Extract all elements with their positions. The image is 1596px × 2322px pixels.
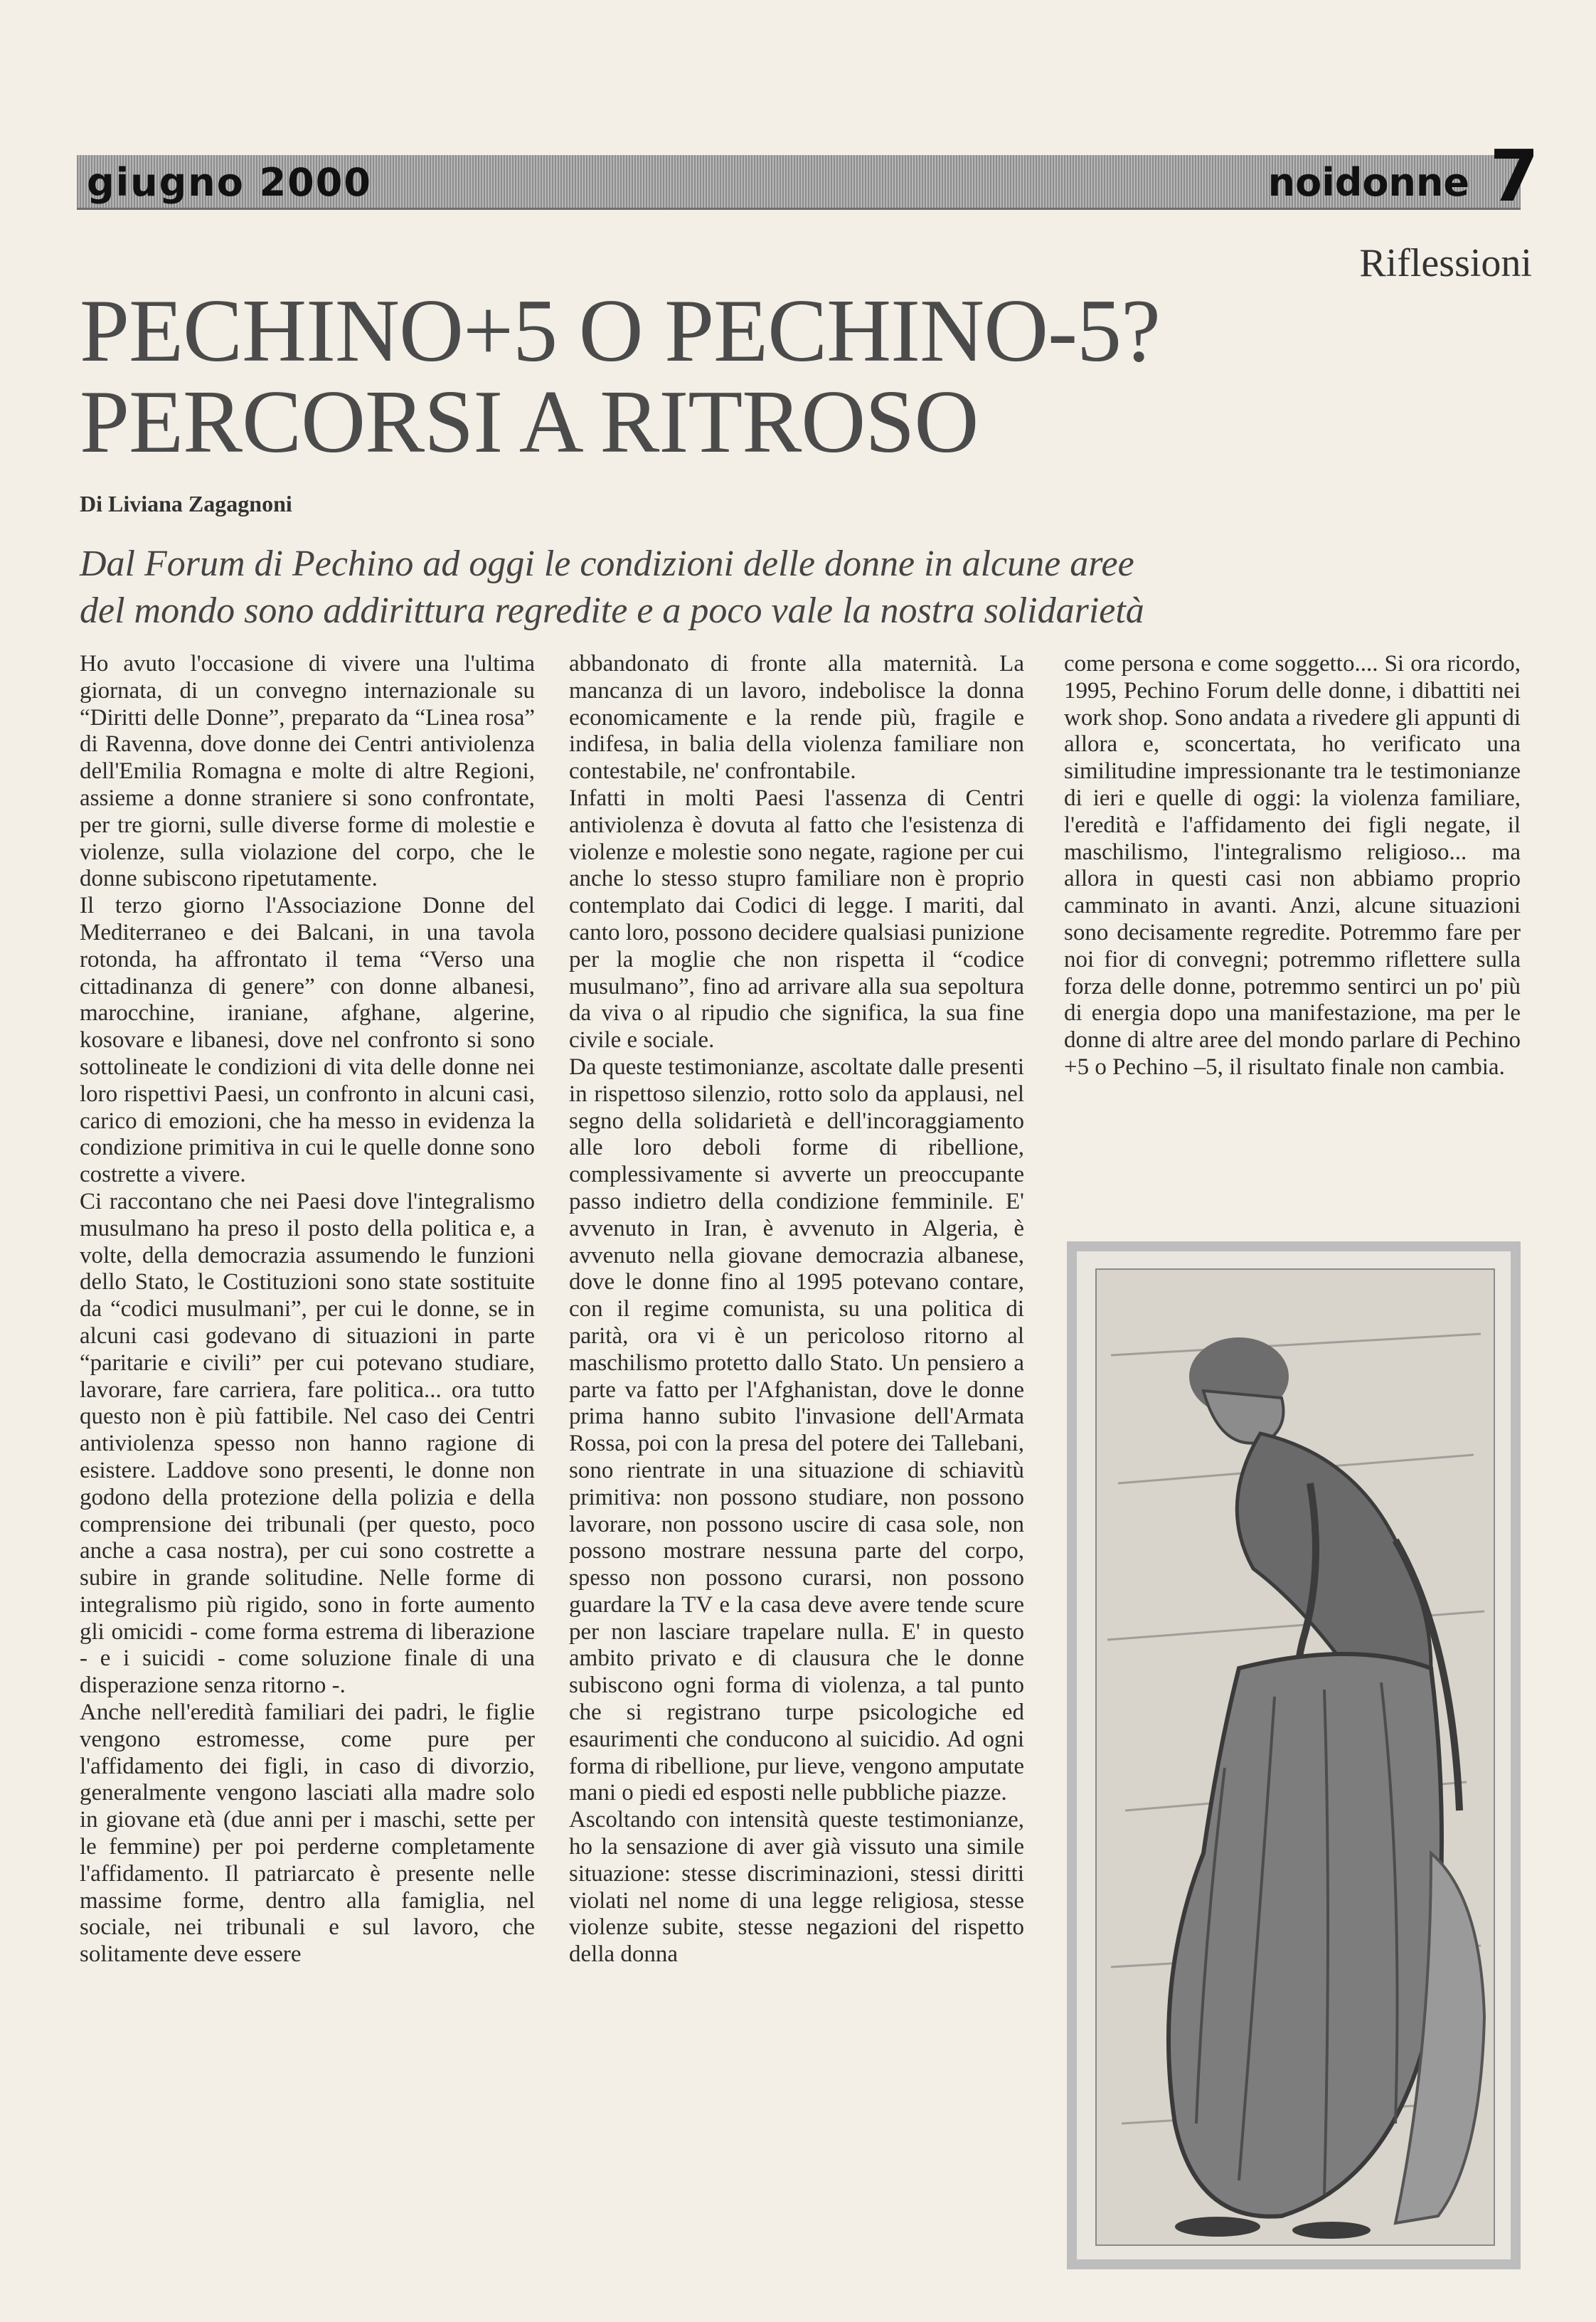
paragraph: Ho avuto l'occasione di vivere una l'ultima giornata, di un convegno internazionale su “Diritti delle Donne”, preparato da “Linea rosa” di Ravenna, dove donne dei Centri antiviolenza dell'Emilia Romagna e molte di altre Regioni, assieme a donne straniere si sono confrontate, per tre giorni, sulle diverse forme di molestie e violenze, sulla violazione del corpo, che le donne subiscono ripetutamente.: [80, 651, 535, 892]
headline-line-1: PECHINO+5 O PECHINO-5?: [80, 282, 1160, 381]
paragraph: Infatti in molti Paesi l'assenza di Centri antiviolenza è dovuta al fatto che l'esistenza di violenze e molestie sono negate, ragione per cui anche lo stesso stupro familiare non è proprio contemplato dai Codici di legge. I mariti, dal canto loro, possono decidere qualsiasi punizione per la moglie che non rispetta il “codice musulmano”, fino ad arrivare alla sua sepoltura da viva o al ripudio che significa, la sua fine civile e sociale.: [569, 785, 1024, 1054]
section-label: Riflessioni: [1359, 241, 1532, 285]
paragraph: Anche nell'eredità familiari dei padri, le figlie vengono estromesse, come pure per l'affidamento dei figli, in caso di divorzio, generalmente vengono lasciati alla madre solo in giovane età (due anni per i maschi, sette per le femmine) per poi perderne completamente l'affidamento. Il patriarcato è presente nelle massime forme, dentro alla famiglia, nel sociale, nei tribunali e sul lavoro, che solitamente deve essere: [80, 1700, 535, 1968]
subtitle-line-2: del mondo sono addirittura regredite e a poco vale la nostra solidarietà: [80, 590, 1144, 631]
byline: Di Liviana Zagagnoni: [80, 491, 292, 516]
magazine-name: noidonne: [1267, 160, 1469, 205]
article-column-1: [80, 651, 535, 1968]
article-column-2: [569, 651, 1024, 1968]
paragraph: Il terzo giorno l'Associazione Donne del Mediterraneo e dei Balcani, in una tavola rotonda, ha affrontato il tema “Verso una cittadinanza di genere” con donne albanesi, marocchine, iraniane, afghane, algerine, kosovare e libanesi, dove nel confronto si sono sottolineate le condizioni di vita delle donne nei loro rispettivi Paesi, un confronto in alcuni casi, carico di emozioni, che ha messo in evidenza la condizione primitiva in cui le quelle donne sono costrette a vivere.: [80, 893, 535, 1188]
paragraph: abbandonato di fronte alla maternità. La mancanza di un lavoro, indebolisce la donna economicamente e la rende più, fragile e indifesa, in balia della violenza familiare non contestabile, ne' confrontabile.: [569, 651, 1024, 785]
subtitle: [80, 541, 1538, 635]
article-column-3: [1064, 651, 1521, 1081]
illustration-frame: [1067, 1241, 1521, 2269]
issue-date: giugno 2000: [87, 160, 372, 205]
woman-bending-sketch-icon: [1095, 1268, 1495, 2246]
headline-line-2: PERCORSI A RITROSO: [80, 373, 979, 472]
headline: [80, 282, 1431, 472]
paragraph: Ci raccontano che nei Paesi dove l'integralismo musulmano ha preso il posto della politica e, a volte, della democrazia assumendo le funzioni dello Stato, le Costituzioni sono state sostituite da “codici musulmani”, per cui le donne, se in alcuni casi godevano di situazioni in parte “paritarie e civili” per cui potevano studiare, lavorare, fare carriera, fare politica... ora tutto questo non è più fattibile. Nel caso dei Centri antiviolenza spesso non hanno ragione di esistere. Laddove sono presenti, le donne non godono della protezione della polizia e della comprensione dei tribunali (per questo, poco anche a casa nostra), per cui sono costrette a subire in grande solitudine. Nelle forme di integralismo più rigido, sono in forte aumento gli omicidi - come forma estrema di liberazione - e i suicidi - come soluzione finale di una disperazione senza ritorno -.: [80, 1188, 535, 1699]
page-number: 7: [1489, 134, 1539, 218]
paragraph: come persona e come soggetto.... Si ora ricordo, 1995, Pechino Forum delle donne, i dibattiti nei work shop. Sono andata a rivedere gli appunti di allora e, sconcertata, ho verificato una similitudine impressionante tra le testimonianze di ieri e quelle di oggi: la violenza familiare, l'eredità e l'affidamento dei figli negate, il maschilismo, l'integralismo religioso... ma allora in questi casi non abbiamo proprio camminato in avanti. Anzi, alcune situazioni sono decisamente regredite. Potremmo fare per noi fior di convegni; potremmo riflettere sulla forza delle donne, potremmo sentirci un po' più di energia dopo una manifestazione, ma per le donne di altre aree del mondo parlare di Pechino +5 o Pechino –5, il risultato finale non cambia.: [1064, 651, 1521, 1080]
paragraph: Ascoltando con intensità queste testimonianze, ho la sensazione di aver già vissuto una simile situazione: stesse discriminazioni, stessi diritti violati nel nome di una legge religiosa, stesse violenze subite, stesse negazioni del rispetto della donna: [569, 1807, 1024, 1968]
subtitle-line-1: Dal Forum di Pechino ad oggi le condizioni delle donne in alcune aree: [80, 544, 1134, 584]
paragraph: Da queste testimonianze, ascoltate dalle presenti in rispettoso silenzio, rotto solo da applausi, nel segno della solidarietà e dell'incoraggiamento alle loro deboli forme di ribellione, complessivamente si avverte un preoccupante passo indietro della condizione femminile. E' avvenuto in Iran, è avvenuto in Algeria, è avvenuto nella giovane democrazia albanese, dove le donne fino al 1995 potevano contare, con il regime comunista, su una politica di parità, ora vi è un pericoloso ritorno al maschilismo protetto dallo Stato. Un pensiero a parte va fatto per l'Afghanistan, dove le donne prima hanno subito l'invasione dell'Armata Rossa, poi con la presa del potere dei Tallebani, sono rientrate in una situazione di schiavitù primitiva: non possono studiare, non possono lavorare, non possono uscire di casa sole, non possono mostrare nessuna parte del corpo, spesso non possono curarsi, non possono guardare la TV e la casa deve avere tende scure per non lasciare trapelare nulla. E' in questo ambito privato e di clausura che le donne subiscono ogni forma di violenza, a tal punto che si registrano turpe psicologiche ed esaurimenti che conducono al suicidio. Ad ogni forma di ribellione, pur lieve, vengono amputate mani o piedi ed esposti nelle pubbliche piazze.: [569, 1054, 1024, 1806]
